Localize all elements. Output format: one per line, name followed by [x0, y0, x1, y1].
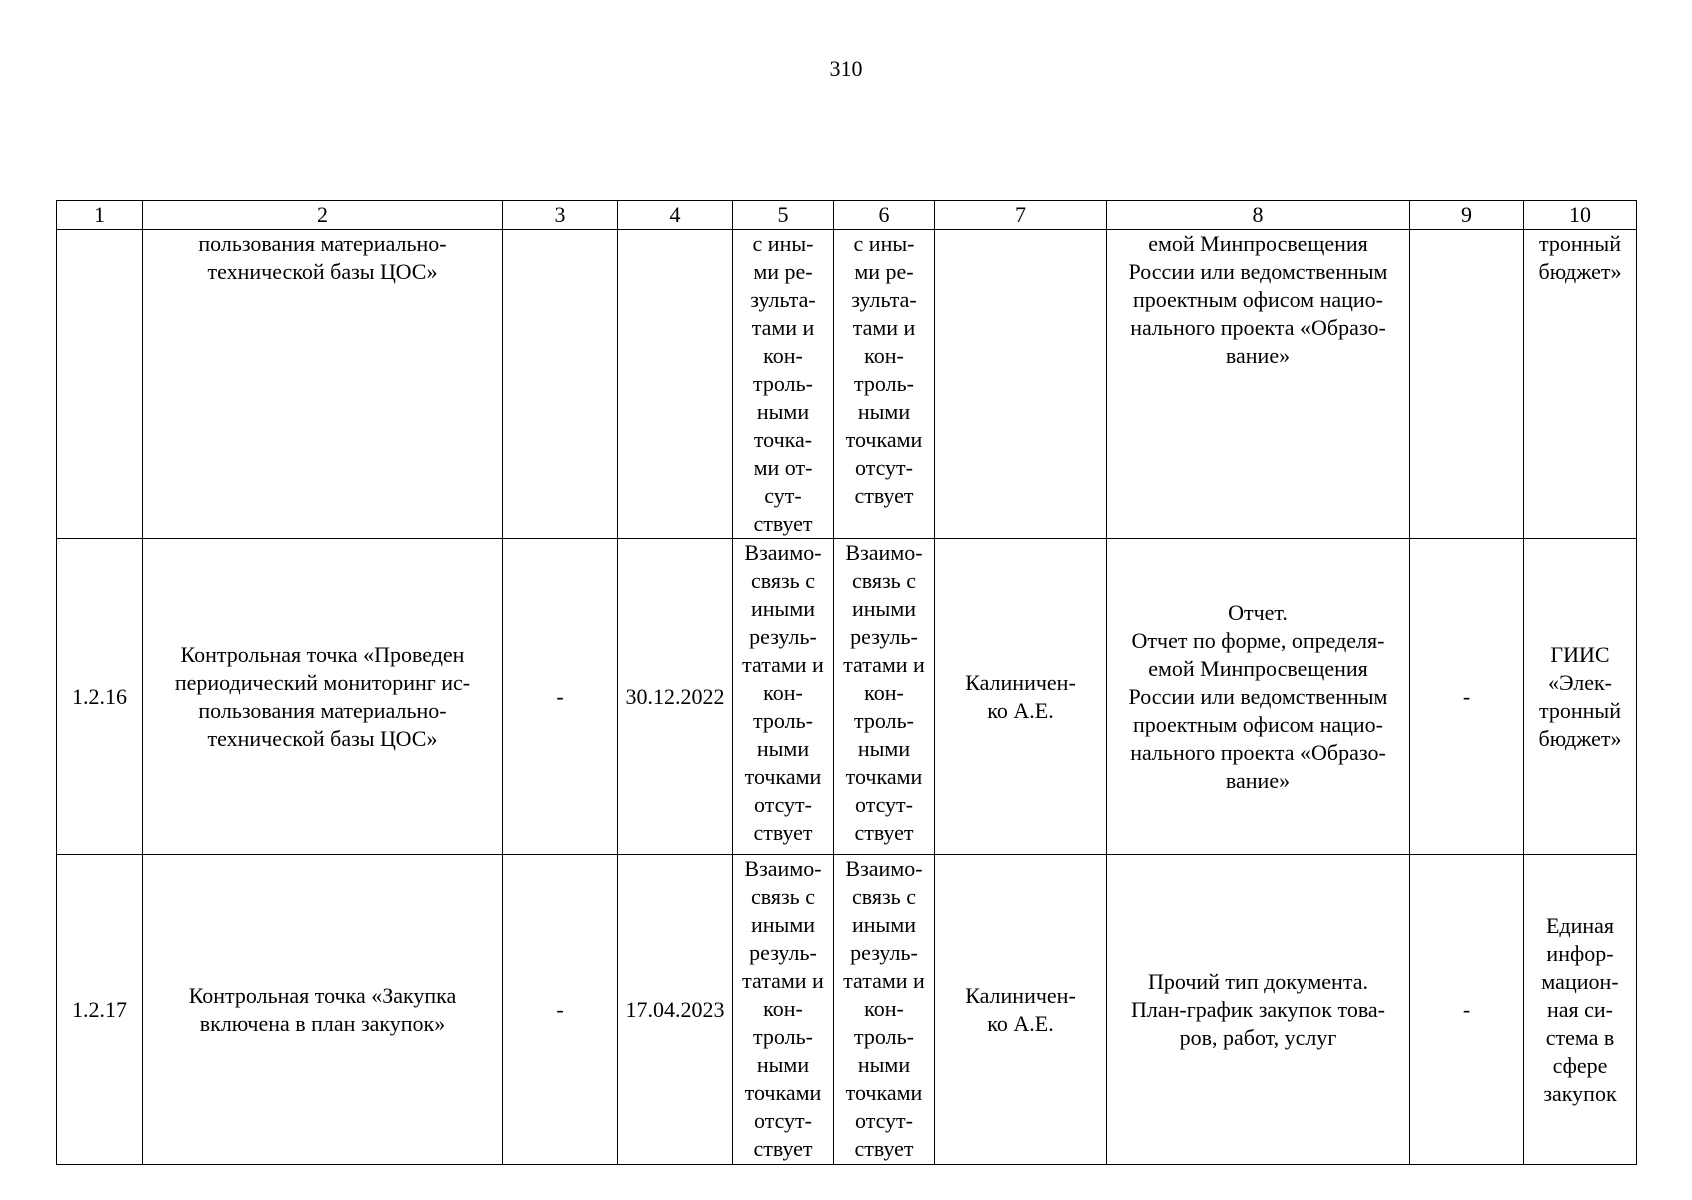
row-number-cell	[57, 230, 143, 539]
column-number-row	[57, 201, 1637, 230]
column-header: 5	[733, 201, 834, 230]
column-header: 3	[503, 201, 618, 230]
row-number-cell: 1.2.17	[57, 855, 143, 1165]
column-header: 7	[935, 201, 1107, 230]
column-header: 10	[1524, 201, 1637, 230]
information-system-cell: ГИИС «Элек- тронный бюджет»	[1524, 539, 1637, 855]
column-3-cell: -	[503, 855, 618, 1165]
column-3-cell	[503, 230, 618, 539]
control-point-name-cell: пользования материально- технической базы ЦОС»	[143, 230, 503, 539]
column-header: 6	[834, 201, 935, 230]
column-header: 9	[1410, 201, 1524, 230]
control-point-name-cell: Контрольная точка «Закупка включена в план закупок»	[143, 855, 503, 1165]
date-cell: 30.12.2022	[618, 539, 733, 855]
date-cell	[618, 230, 733, 539]
column-9-cell	[1410, 230, 1524, 539]
document-cell: Отчет. Отчет по форме, определя- емой Минпросвещения России или ведомственным проектным офисом нацио- нального проекта «Образо- вание»	[1107, 539, 1410, 855]
column-header: 4	[618, 201, 733, 230]
column-3-cell: -	[503, 539, 618, 855]
responsible-cell: Калиничен- ко А.Е.	[935, 855, 1107, 1165]
control-point-name-cell: Контрольная точка «Проведен периодический мониторинг ис- пользования материально- технической базы ЦОС»	[143, 539, 503, 855]
column-header: 1	[57, 201, 143, 230]
column-header: 2	[143, 201, 503, 230]
responsible-cell: Калиничен- ко А.Е.	[935, 539, 1107, 855]
relation-cell: с ины- ми ре- зульта- тами и кон- троль- ными точка- ми от- сут- ствует	[733, 230, 834, 539]
date-cell: 17.04.2023	[618, 855, 733, 1165]
control-points-table	[56, 200, 1637, 1165]
relation-cell: Взаимо- связь с иными резуль- татами и кон- троль- ными точками отсут- ствует	[733, 855, 834, 1165]
relation-cell: Взаимо- связь с иными резуль- татами и кон- троль- ными точками отсут- ствует	[834, 539, 935, 855]
relation-cell: Взаимо- связь с иными резуль- татами и кон- троль- ными точками отсут- ствует	[733, 539, 834, 855]
information-system-cell: тронный бюджет»	[1524, 230, 1637, 539]
relation-cell: с ины- ми ре- зульта- тами и кон- троль- ными точками отсут- ствует	[834, 230, 935, 539]
row-number-cell: 1.2.16	[57, 539, 143, 855]
column-9-cell: -	[1410, 539, 1524, 855]
responsible-cell	[935, 230, 1107, 539]
table-row	[57, 539, 1637, 855]
information-system-cell: Единая инфор- мацион- ная си- стема в сфере закупок	[1524, 855, 1637, 1165]
document-cell: Прочий тип документа. План-график закупок това- ров, работ, услуг	[1107, 855, 1410, 1165]
table-row	[57, 855, 1637, 1165]
column-header: 8	[1107, 201, 1410, 230]
table-row-continuation	[57, 230, 1637, 539]
document-cell: емой Минпросвещения России или ведомственным проектным офисом нацио- нального проекта «Образо- вание»	[1107, 230, 1410, 539]
column-9-cell: -	[1410, 855, 1524, 1165]
page-number: 310	[829, 56, 863, 81]
relation-cell: Взаимо- связь с иными резуль- татами и кон- троль- ными точками отсут- ствует	[834, 855, 935, 1165]
